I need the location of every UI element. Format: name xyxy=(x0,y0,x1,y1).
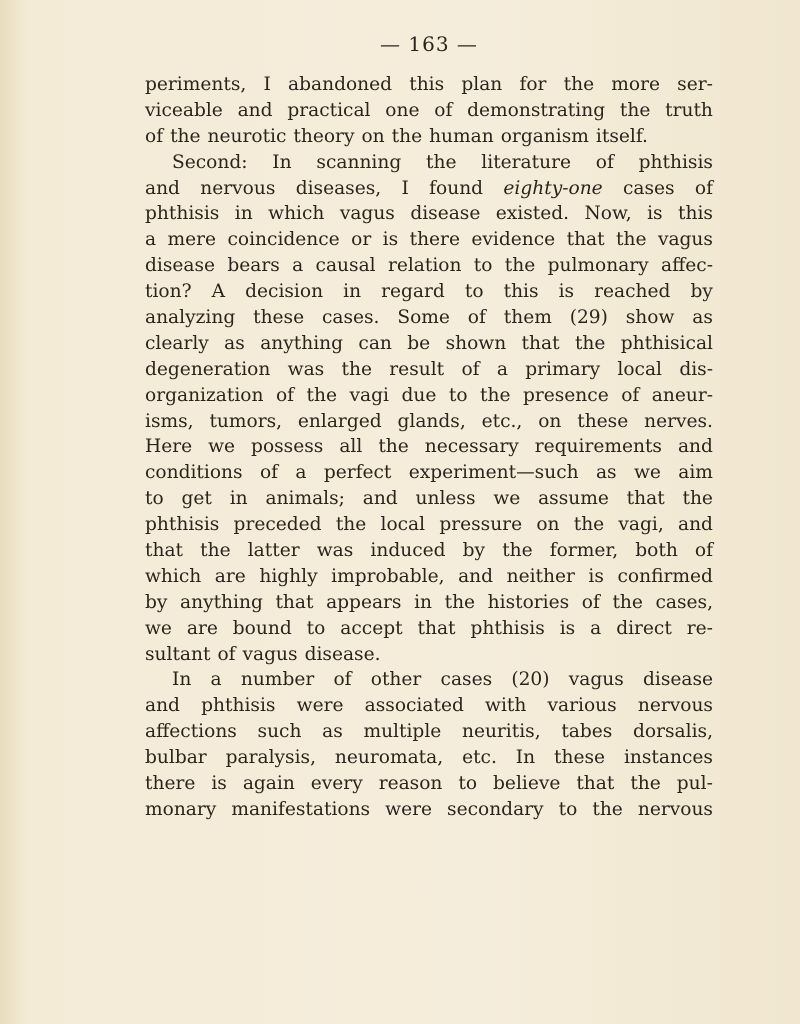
text-line: isms, tumors, enlarged glands, etc., on these nerves. xyxy=(145,410,713,432)
text-line: analyzing these cases. Some of them (29) show as xyxy=(145,307,713,329)
text-line: and nervous diseases, I found eighty-one cases of xyxy=(145,177,713,199)
text-line: we are bound to accept that phthisis is a direct re- xyxy=(145,617,713,639)
text-line: Second: In scanning the literature of phthisis xyxy=(172,151,713,173)
paragraph xyxy=(145,72,713,150)
text-line: disease bears a causal relation to the pulmonary affec- xyxy=(145,255,713,277)
text-line: sultant of vagus disease. xyxy=(145,643,381,665)
text-line: by anything that appears in the histories of the cases, xyxy=(145,591,713,613)
body-text xyxy=(145,72,713,823)
text-line: periments, I abandoned this plan for the more ser- xyxy=(145,74,713,95)
text-line: bulbar paralysis, neuromata, etc. In these instances xyxy=(145,747,713,769)
text-line: phthisis preceded the local pressure on the vagi, and xyxy=(145,514,713,536)
text-line: there is again every reason to believe that the pul- xyxy=(145,773,713,795)
text-line: and phthisis were associated with various nervous xyxy=(145,695,713,717)
text-line: a mere coincidence or is there evidence that the vagus xyxy=(145,229,713,251)
text-line: clearly as anything can be shown that the phthisical xyxy=(145,332,713,354)
text-line: of the neurotic theory on the human organism itself. xyxy=(145,125,648,147)
text-line: organization of the vagi due to the presence of aneur- xyxy=(145,384,713,406)
text-line: which are highly improbable, and neither is confirmed xyxy=(145,565,713,587)
text-line: monary manifestations were secondary to the nervous xyxy=(145,798,713,820)
paragraph xyxy=(145,667,713,822)
text-line: Here we possess all the necessary requirements and xyxy=(145,436,713,458)
text-line: In a number of other cases (20) vagus disease xyxy=(172,669,713,691)
text-line: that the latter was induced by the former, both of xyxy=(145,540,713,562)
text-line: affections such as multiple neuritis, tabes dorsalis, xyxy=(145,721,713,743)
text-line: conditions of a perfect experiment—such as we aim xyxy=(145,462,713,484)
paragraph xyxy=(145,150,713,668)
page-number: — 163 — xyxy=(380,32,478,56)
text-line: phthisis in which vagus disease existed. Now, is this xyxy=(145,203,713,225)
book-page xyxy=(145,30,713,823)
text-line: tion? A decision in regard to this is reached by xyxy=(145,281,713,303)
text-line: viceable and practical one of demonstrating the truth xyxy=(145,99,713,121)
text-line: to get in animals; and unless we assume that the xyxy=(145,488,713,510)
text-line: degeneration was the result of a primary local dis- xyxy=(145,358,713,380)
